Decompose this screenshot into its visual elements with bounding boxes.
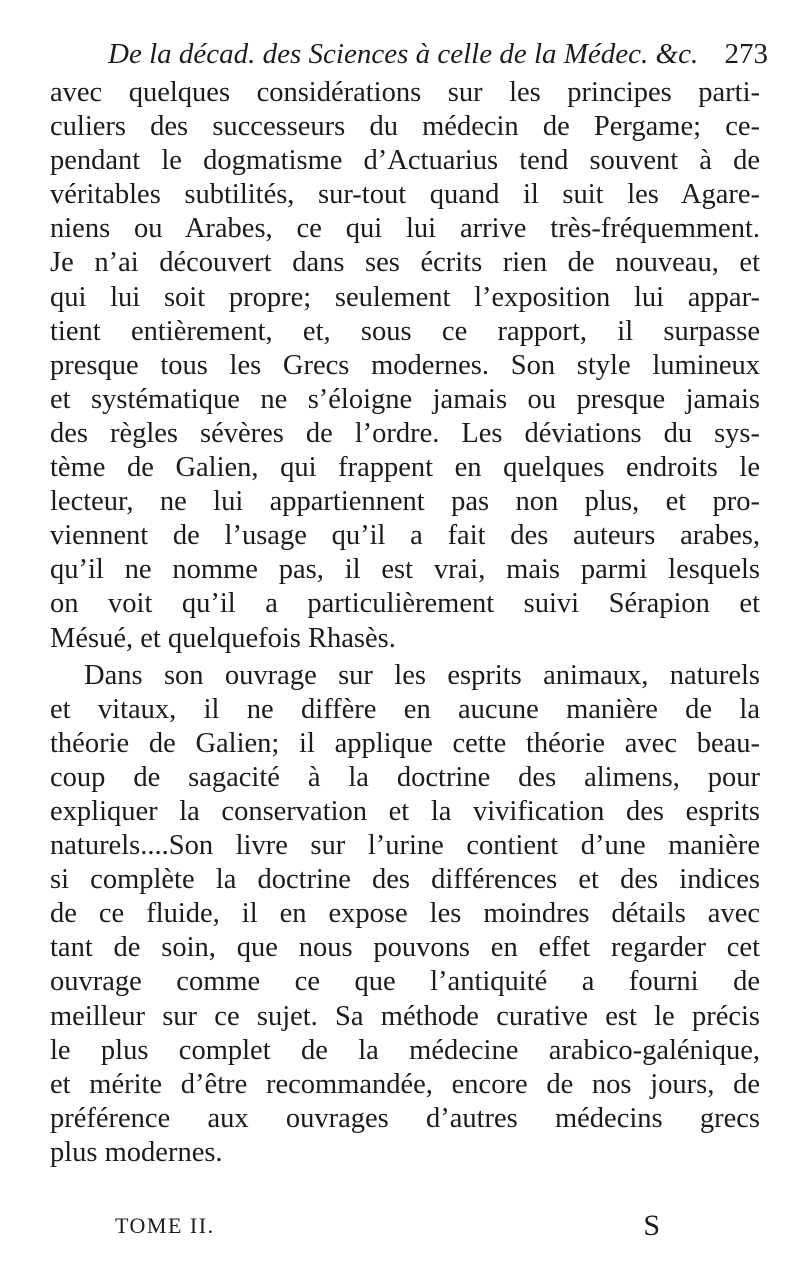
text-line: qu’il ne nomme pas, il est vrai, mais parmi lesquels: [50, 554, 760, 586]
text-line: avec quelques considérations sur les principes parti-: [50, 77, 760, 108]
text-line: ouvrage comme ce que l’antiquité a fourni de: [50, 966, 760, 998]
text-line: et vitaux, il ne diffère en aucune manière de la: [50, 693, 760, 725]
text-line: préférence aux ouvrages d’autres médecins grecs: [50, 1102, 760, 1134]
text-line: culiers des successeurs du médecin de Pergame; ce-: [50, 111, 760, 143]
body-text: [50, 76, 760, 1170]
text-line: si complète la doctrine des différences et des indices: [50, 864, 760, 896]
paragraph: [50, 76, 760, 656]
text-line: qui lui soit propre; seulement l’exposition lui appar-: [50, 281, 760, 313]
text-line: meilleur sur ce sujet. Sa méthode curative est le précis: [50, 1000, 760, 1032]
signature-mark: S: [643, 1209, 660, 1242]
text-line: tème de Galien, qui frappent en quelques endroits le: [50, 452, 760, 484]
text-line: naturels....Son livre sur l’urine contient d’une manière: [50, 830, 760, 862]
text-line: et systématique ne s’éloigne jamais ou presque jamais: [50, 383, 760, 415]
text-line: et mérite d’être recommandée, encore de nos jours, de: [50, 1068, 760, 1100]
text-line: Dans son ouvrage sur les esprits animaux, naturels: [84, 659, 760, 691]
text-line: lecteur, ne lui appartiennent pas non plus, et pro-: [50, 486, 760, 518]
text-line: expliquer la conservation et la vivification des esprits: [50, 795, 760, 827]
text-line: Je n’ai découvert dans ses écrits rien de nouveau, et: [50, 247, 760, 279]
text-line: coup de sagacité à la doctrine des alimens, pour: [50, 761, 760, 793]
text-line: tient entièrement, et, sous ce rapport, il surpasse: [50, 315, 760, 347]
page-footer: [115, 1209, 660, 1253]
text-line: pendant le dogmatisme d’Actuarius tend souvent à de: [50, 145, 760, 177]
text-line: le plus complet de la médecine arabico-galénique,: [50, 1034, 760, 1066]
page-number: 273: [724, 38, 768, 70]
text-line: tant de soin, que nous pouvons en effet regarder cet: [50, 932, 760, 964]
text-line: théorie de Galien; il applique cette théorie avec beau-: [50, 727, 760, 759]
text-line: de ce fluide, il en expose les moindres détails avec: [50, 898, 760, 930]
running-head: [108, 38, 768, 78]
text-line: viennent de l’usage qu’il a fait des auteurs arabes,: [50, 520, 760, 552]
text-line: plus modernes.: [50, 1136, 223, 1168]
running-title: De la décad. des Sciences à celle de la Médec. &c.: [108, 38, 699, 70]
paragraph: [50, 659, 760, 1170]
text-line: niens ou Arabes, ce qui lui arrive très-fréquemment.: [50, 213, 760, 245]
text-line: Mésué, et quelquefois Rhasès.: [50, 622, 396, 654]
text-line: des règles sévères de l’ordre. Les déviations du sys-: [50, 417, 760, 449]
text-line: on voit qu’il a particulièrement suivi Sérapion et: [50, 588, 760, 620]
text-line: véritables subtilités, sur-tout quand il suit les Agare-: [50, 179, 760, 211]
text-line: presque tous les Grecs modernes. Son style lumineux: [50, 349, 760, 381]
volume-label: TOME II.: [115, 1213, 215, 1238]
